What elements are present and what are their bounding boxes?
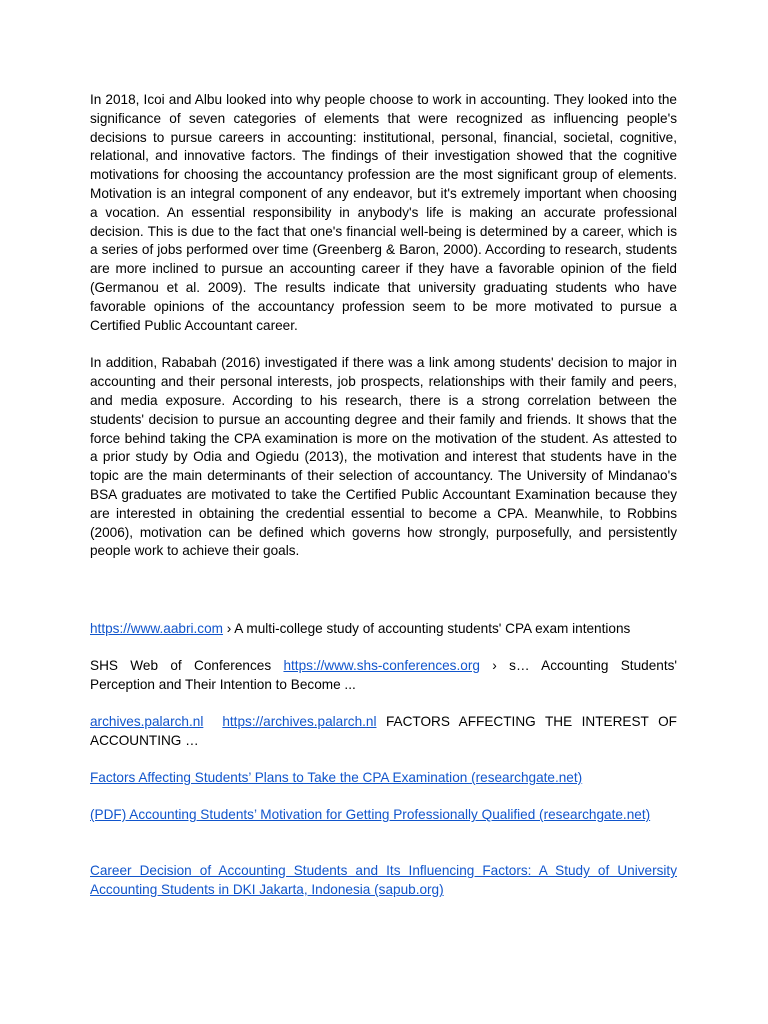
document-body bbox=[90, 91, 677, 561]
palarch-link[interactable]: https://archives.palarch.nl bbox=[222, 714, 377, 729]
reference-researchgate-cpa bbox=[90, 768, 677, 787]
reference-researchgate-motivation bbox=[90, 805, 677, 824]
palarch-domain-link[interactable]: archives.palarch.nl bbox=[90, 714, 204, 729]
shs-conferences-link[interactable]: https://www.shs-conferences.org bbox=[283, 658, 480, 673]
paragraph-2: In addition, Rababah (2016) investigated if there was a link among students' decision to major in accounting and their personal interests, job prospects, relationships with their family and peers, and media exposure. According to his research, there is a strong correlation between the students' decision to pursue an accounting degree and their family and friends. It shows that the force behind taking the CPA examination is more on the motivation of the student. As attested to a prior study by Odia and Ogiedu (2013), the motivation and interest that students have in the topic are the main determinants of their selection of accountancy. The University of Mindanao's BSA graduates are motivated to take the Certified Public Accountant Examination because they are interested in obtaining the credential essential to become a CPA. Meanwhile, to Robbins (2006), motivation can be defined which governs how strongly, purposefully, and persistently people work to achieve their goals. bbox=[90, 355, 677, 559]
sapub-link[interactable]: Career Decision of Accounting Students and Its Influencing Factors: A Study of University Accounting Students in DKI Jakarta, Indonesia (sapub.org) bbox=[90, 863, 677, 897]
reference-shs-prefix: SHS Web of Conferences bbox=[90, 658, 284, 673]
researchgate-motivation-link[interactable]: (PDF) Accounting Students’ Motivation for Getting Professionally Qualified (researchgate.net) bbox=[90, 807, 651, 822]
reference-aabri bbox=[90, 619, 677, 638]
reference-palarch bbox=[90, 712, 677, 750]
researchgate-cpa-link[interactable]: Factors Affecting Students’ Plans to Take the CPA Examination (researchgate.net) bbox=[90, 770, 583, 785]
paragraph-1: In 2018, Icoi and Albu looked into why people choose to work in accounting. They looked into the significance of seven categories of elements that were recognized as influencing people's decisions to pursue careers in accounting: institutional, personal, financial, societal, cognitive, relational, and innovative factors. The findings of their investigation showed that the cognitive motivations for choosing the accountancy profession are the most significant group of elements. Motivation is an integral component of any endeavor, but it's extremely important when choosing a vocation. An essential responsibility in anybody's life is making an accurate professional decision. This is due to the fact that one's financial well-being is determined by a career, which is a series of jobs performed over time (Greenberg & Baron, 2000). According to research, students are more inclined to pursue an accounting career if they have a favorable opinion of the field (Germanou et al. 2009). The results indicate that university graduating students who have favorable opinions of the accountancy profession seem to be more motivated to pursue a Certified Public Accountant career. bbox=[90, 92, 677, 333]
reference-sapub bbox=[90, 861, 677, 899]
aabri-link[interactable]: https://www.aabri.com bbox=[90, 621, 223, 636]
reference-palarch-text: FACTORS AFFECTING THE INTEREST OF ACCOUNTING … bbox=[90, 714, 677, 748]
references-list bbox=[90, 619, 677, 899]
reference-shs-text: › s… Accounting Students' Perception and Their Intention to Become ... bbox=[90, 658, 677, 692]
reference-shs bbox=[90, 656, 677, 694]
reference-aabri-text: › A multi-college study of accounting students' CPA exam intentions bbox=[222, 621, 631, 636]
